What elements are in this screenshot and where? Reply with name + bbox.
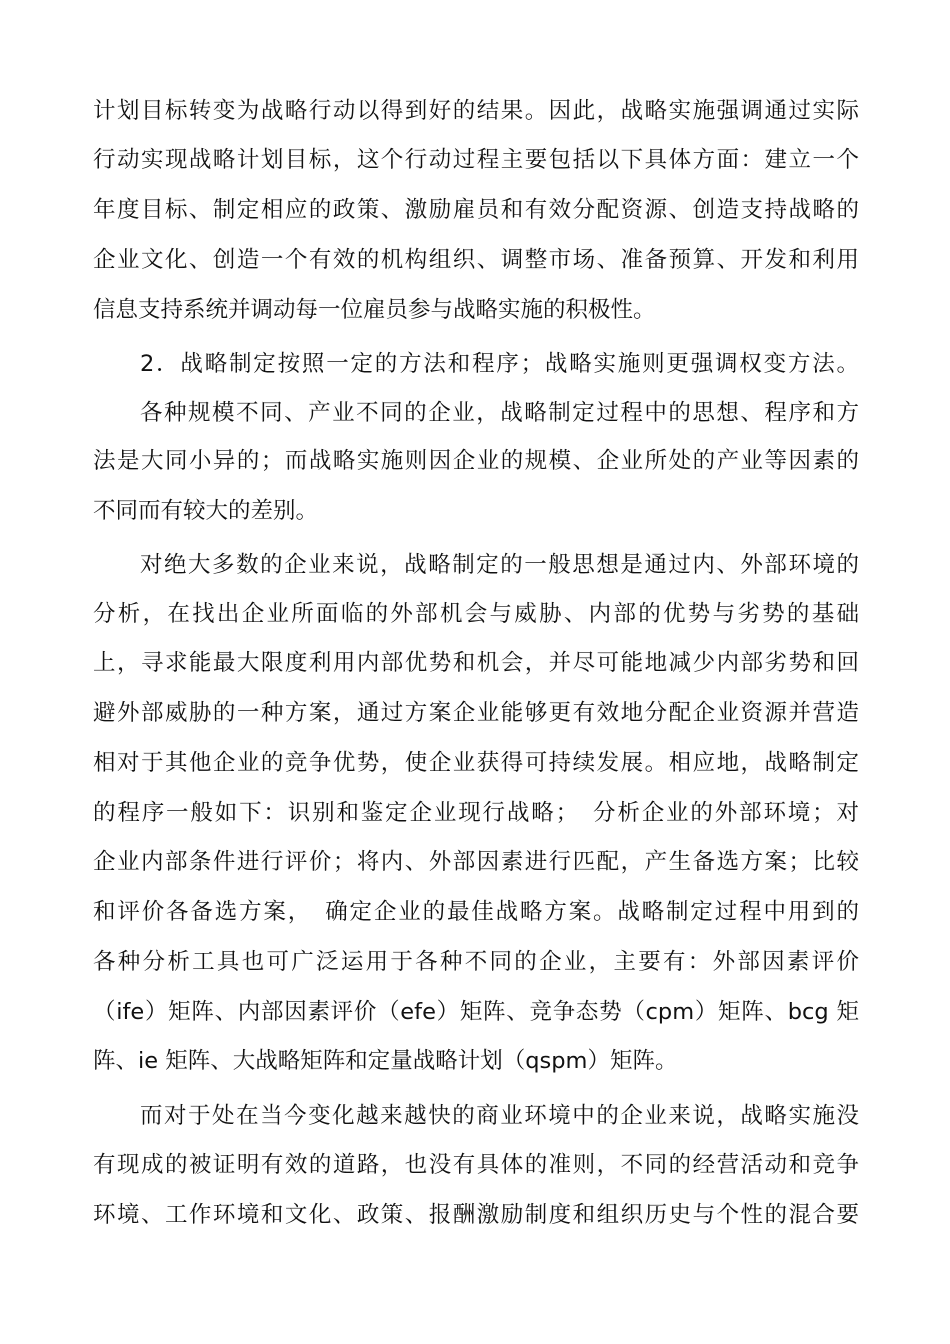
text-line: 法是大同小异的；而战略实施则因企业的规模、企业所处的产业等因素的 <box>93 448 859 474</box>
text-line: 相对于其他企业的竞争优势，使企业获得可持续发展。相应地，战略制定 <box>93 750 859 776</box>
text-line: 企业文化、创造一个有效的机构组织、调整市场、准备预算、开发和利用 <box>93 247 859 273</box>
text-line: 年度目标、制定相应的政策、激励雇员和有效分配资源、创造支持战略的 <box>93 197 859 223</box>
text-line: 有现成的被证明有效的道路，也没有具体的准则，不同的经营活动和竞争 <box>93 1152 859 1178</box>
text-line: 而对于处在当今变化越来越快的商业环境中的企业来说，战略实施没 <box>140 1103 859 1129</box>
text-line: 分析，在找出企业所面临的外部机会与威胁、内部的优势与劣势的基础 <box>93 601 859 627</box>
text-line: 各种分析工具也可广泛运用于各种不同的企业，主要有：外部因素评价 <box>93 949 859 975</box>
text-line: 企业内部条件进行评价；将内、外部因素进行匹配，产生备选方案；比较 <box>93 849 859 875</box>
text-line: 上，寻求能最大限度利用内部优势和机会，并尽可能地减少内部劣势和回 <box>93 650 859 676</box>
text-line: 和评价各备选方案， 确定企业的最佳战略方案。战略制定过程中用到的 <box>93 899 859 925</box>
text-line: 行动实现战略计划目标，这个行动过程主要包括以下具体方面：建立一个 <box>93 147 859 173</box>
text-line: 信息支持系统并调动每一位雇员参与战略实施的积极性。 <box>93 297 656 323</box>
text-line: （ife）矩阵、内部因素评价（efe）矩阵、竞争态势（cpm）矩阵、bcg 矩 <box>93 999 859 1025</box>
text-line: 阵、ie 矩阵、大战略矩阵和定量战略计划（qspm）矩阵。 <box>93 1048 678 1074</box>
text-line: 对绝大多数的企业来说，战略制定的一般思想是通过内、外部环境的 <box>140 552 859 578</box>
text-line: 计划目标转变为战略行动以得到好的结果。因此，战略实施强调通过实际 <box>93 98 859 124</box>
text-line: 的程序一般如下：识别和鉴定企业现行战略； 分析企业的外部环境；对 <box>93 800 859 826</box>
text-line: 不同而有较大的差别。 <box>93 498 319 524</box>
text-line: 避外部威胁的一种方案，通过方案企业能够更有效地分配企业资源并营造 <box>93 700 859 726</box>
numbered-heading: 2．战略制定按照一定的方法和程序；战略实施则更强调权变方法。 <box>140 351 859 377</box>
text-line: 各种规模不同、产业不同的企业，战略制定过程中的思想、程序和方 <box>140 400 859 426</box>
text-line: 环境、工作环境和文化、政策、报酬激励制度和组织历史与个性的混合要 <box>93 1202 859 1228</box>
